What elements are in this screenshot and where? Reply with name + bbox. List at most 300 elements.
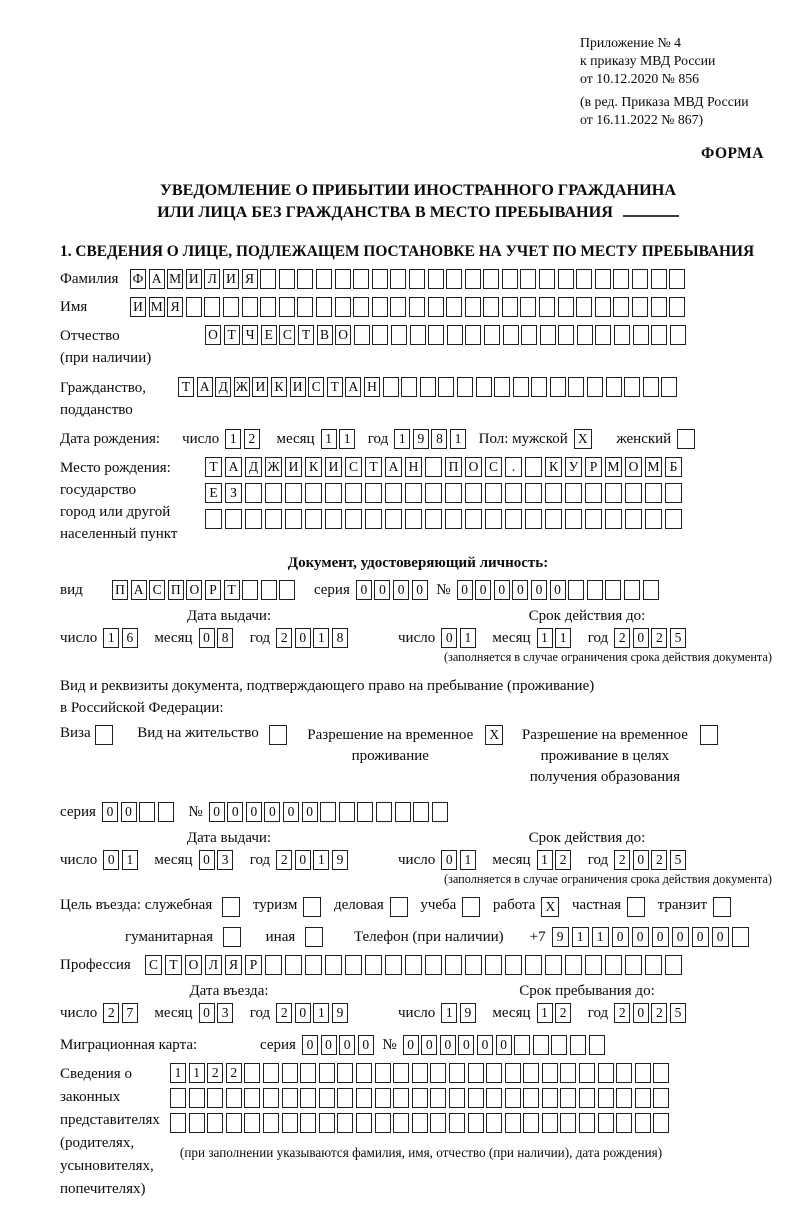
form-cell[interactable]: [545, 483, 562, 503]
form-cell[interactable]: 0: [199, 628, 215, 648]
form-cell[interactable]: [325, 509, 342, 529]
form-cell[interactable]: [605, 955, 622, 975]
form-cell[interactable]: О: [205, 325, 221, 345]
form-cell[interactable]: [95, 725, 113, 745]
form-cell[interactable]: [525, 955, 542, 975]
form-cell[interactable]: 7: [122, 1003, 138, 1023]
form-cell[interactable]: Н: [364, 377, 380, 397]
form-cell[interactable]: 0: [633, 1003, 649, 1023]
form-cell[interactable]: [354, 325, 370, 345]
form-cell[interactable]: [430, 1113, 446, 1133]
form-cell[interactable]: [445, 955, 462, 975]
form-cell[interactable]: [579, 1063, 595, 1083]
form-cell[interactable]: К: [271, 377, 287, 397]
form-cell[interactable]: [585, 955, 602, 975]
form-cell[interactable]: [376, 802, 392, 822]
form-cell[interactable]: У: [565, 457, 582, 477]
form-cell[interactable]: [633, 325, 649, 345]
form-cell[interactable]: М: [167, 269, 183, 289]
form-cell[interactable]: [365, 483, 382, 503]
form-cell[interactable]: Б: [665, 457, 682, 477]
form-cell[interactable]: [651, 325, 667, 345]
form-cell[interactable]: [263, 1063, 279, 1083]
form-cell[interactable]: .: [505, 457, 522, 477]
form-cell[interactable]: И: [130, 297, 146, 317]
form-cell[interactable]: [393, 1113, 409, 1133]
form-cell[interactable]: [465, 325, 481, 345]
form-cell[interactable]: [587, 377, 603, 397]
form-cell[interactable]: 2: [103, 1003, 119, 1023]
form-cell[interactable]: [337, 1063, 353, 1083]
form-cell[interactable]: [595, 325, 611, 345]
form-cell[interactable]: 0: [209, 802, 225, 822]
form-cell[interactable]: И: [325, 457, 342, 477]
form-cell[interactable]: [158, 802, 174, 822]
form-cell[interactable]: [457, 377, 473, 397]
form-cell[interactable]: [635, 1088, 651, 1108]
form-cell[interactable]: [632, 297, 648, 317]
form-cell[interactable]: 0: [412, 580, 428, 600]
form-cell[interactable]: [207, 1113, 223, 1133]
form-cell[interactable]: [542, 1063, 558, 1083]
form-cell[interactable]: [606, 377, 622, 397]
form-cell[interactable]: [665, 509, 682, 529]
form-cell[interactable]: 0: [496, 1035, 512, 1055]
form-cell[interactable]: 3: [217, 850, 233, 870]
form-cell[interactable]: [627, 897, 645, 917]
form-cell[interactable]: 0: [199, 850, 215, 870]
form-cell[interactable]: [462, 897, 480, 917]
form-cell[interactable]: [242, 580, 258, 600]
form-cell[interactable]: И: [285, 457, 302, 477]
form-cell[interactable]: Т: [178, 377, 194, 397]
form-cell[interactable]: [226, 1113, 242, 1133]
form-cell[interactable]: [285, 509, 302, 529]
form-cell[interactable]: 0: [457, 580, 473, 600]
form-cell[interactable]: 0: [494, 580, 510, 600]
form-cell[interactable]: [375, 1113, 391, 1133]
form-cell[interactable]: [533, 1035, 549, 1055]
form-cell[interactable]: [300, 1063, 316, 1083]
form-cell[interactable]: 0: [302, 802, 318, 822]
form-cell[interactable]: Е: [205, 483, 222, 503]
form-cell[interactable]: [205, 509, 222, 529]
form-cell[interactable]: [405, 509, 422, 529]
form-cell[interactable]: 0: [441, 850, 457, 870]
form-cell[interactable]: Д: [215, 377, 231, 397]
form-cell[interactable]: [713, 897, 731, 917]
form-cell[interactable]: [635, 1063, 651, 1083]
form-cell[interactable]: [449, 1063, 465, 1083]
form-cell[interactable]: 0: [246, 802, 262, 822]
form-cell[interactable]: [465, 483, 482, 503]
form-cell[interactable]: [568, 377, 584, 397]
form-cell[interactable]: [365, 955, 382, 975]
form-cell[interactable]: 0: [475, 580, 491, 600]
form-cell[interactable]: [395, 802, 411, 822]
form-cell[interactable]: [700, 725, 718, 745]
form-cell[interactable]: [505, 509, 522, 529]
form-cell[interactable]: [653, 1063, 669, 1083]
form-cell[interactable]: [502, 297, 518, 317]
form-cell[interactable]: 1: [460, 850, 476, 870]
form-cell[interactable]: [568, 580, 584, 600]
form-cell[interactable]: 0: [295, 628, 311, 648]
form-cell[interactable]: [613, 269, 629, 289]
form-cell[interactable]: [303, 897, 321, 917]
form-cell[interactable]: [503, 325, 519, 345]
form-cell[interactable]: С: [485, 457, 502, 477]
form-cell[interactable]: [245, 509, 262, 529]
form-cell[interactable]: [186, 297, 202, 317]
form-cell[interactable]: [260, 269, 276, 289]
form-cell[interactable]: [316, 269, 332, 289]
form-cell[interactable]: П: [445, 457, 462, 477]
form-cell[interactable]: Т: [298, 325, 314, 345]
form-cell[interactable]: А: [345, 377, 361, 397]
form-cell[interactable]: [356, 1063, 372, 1083]
form-cell[interactable]: 1: [460, 628, 476, 648]
form-cell[interactable]: О: [186, 580, 202, 600]
form-cell[interactable]: 2: [651, 1003, 667, 1023]
form-cell[interactable]: [465, 297, 481, 317]
form-cell[interactable]: 2: [244, 429, 260, 449]
form-cell[interactable]: О: [625, 457, 642, 477]
form-cell[interactable]: 2: [555, 1003, 571, 1023]
form-cell[interactable]: 2: [555, 850, 571, 870]
form-cell[interactable]: [502, 269, 518, 289]
form-cell[interactable]: 2: [614, 1003, 630, 1023]
form-cell[interactable]: 0: [632, 927, 649, 947]
form-cell[interactable]: 0: [440, 1035, 456, 1055]
form-cell[interactable]: В: [317, 325, 333, 345]
form-cell[interactable]: [485, 509, 502, 529]
form-cell[interactable]: [520, 269, 536, 289]
form-cell[interactable]: [244, 1113, 260, 1133]
form-cell[interactable]: Т: [224, 580, 240, 600]
form-cell[interactable]: [521, 325, 537, 345]
form-cell[interactable]: [375, 1088, 391, 1108]
form-cell[interactable]: [430, 1063, 446, 1083]
form-cell[interactable]: [222, 897, 240, 917]
form-cell[interactable]: О: [185, 955, 202, 975]
form-cell[interactable]: 1: [572, 927, 589, 947]
form-cell[interactable]: [265, 483, 282, 503]
form-cell[interactable]: [576, 269, 592, 289]
form-cell[interactable]: [565, 955, 582, 975]
form-cell[interactable]: 0: [102, 802, 118, 822]
form-cell[interactable]: Н: [405, 457, 422, 477]
form-cell[interactable]: [207, 1088, 223, 1108]
form-cell[interactable]: [244, 1088, 260, 1108]
form-cell[interactable]: [595, 269, 611, 289]
form-cell[interactable]: 8: [431, 429, 447, 449]
form-cell[interactable]: [319, 1063, 335, 1083]
form-cell[interactable]: [425, 457, 442, 477]
form-cell[interactable]: [525, 457, 542, 477]
form-cell[interactable]: [409, 269, 425, 289]
form-cell[interactable]: [357, 802, 373, 822]
form-cell[interactable]: 0: [283, 802, 299, 822]
form-cell[interactable]: [625, 509, 642, 529]
form-cell[interactable]: [225, 509, 242, 529]
form-cell[interactable]: [625, 955, 642, 975]
form-cell[interactable]: Я: [242, 269, 258, 289]
form-cell[interactable]: [372, 269, 388, 289]
form-cell[interactable]: 3: [217, 1003, 233, 1023]
form-cell[interactable]: [305, 955, 322, 975]
form-cell[interactable]: [449, 1113, 465, 1133]
form-cell[interactable]: [170, 1088, 186, 1108]
form-cell[interactable]: И: [252, 377, 268, 397]
form-cell[interactable]: [520, 297, 536, 317]
form-cell[interactable]: [595, 297, 611, 317]
form-cell[interactable]: 0: [672, 927, 689, 947]
form-cell[interactable]: Р: [245, 955, 262, 975]
form-cell[interactable]: 0: [512, 580, 528, 600]
form-cell[interactable]: [558, 325, 574, 345]
form-cell[interactable]: 0: [103, 850, 119, 870]
form-cell[interactable]: [505, 1088, 521, 1108]
form-cell[interactable]: 1: [313, 1003, 329, 1023]
form-cell[interactable]: [365, 509, 382, 529]
form-cell[interactable]: [390, 297, 406, 317]
form-cell[interactable]: [665, 955, 682, 975]
form-cell[interactable]: [613, 297, 629, 317]
form-cell[interactable]: [598, 1088, 614, 1108]
form-cell[interactable]: [651, 269, 667, 289]
form-cell[interactable]: [383, 377, 399, 397]
form-cell[interactable]: 5: [670, 628, 686, 648]
form-cell[interactable]: 8: [332, 628, 348, 648]
form-cell[interactable]: [589, 1035, 605, 1055]
form-cell[interactable]: [353, 297, 369, 317]
form-cell[interactable]: [643, 377, 659, 397]
form-cell[interactable]: 1: [225, 429, 241, 449]
form-cell[interactable]: И: [290, 377, 306, 397]
form-cell[interactable]: [319, 1088, 335, 1108]
form-cell[interactable]: Т: [205, 457, 222, 477]
form-cell[interactable]: [523, 1113, 539, 1133]
form-cell[interactable]: 0: [477, 1035, 493, 1055]
form-cell[interactable]: З: [225, 483, 242, 503]
form-cell[interactable]: [539, 269, 555, 289]
form-cell[interactable]: Т: [165, 955, 182, 975]
form-cell[interactable]: [319, 1113, 335, 1133]
form-cell[interactable]: [189, 1113, 205, 1133]
form-cell[interactable]: Д: [245, 457, 262, 477]
form-cell[interactable]: 1: [555, 628, 571, 648]
form-cell[interactable]: [632, 269, 648, 289]
form-cell[interactable]: [605, 483, 622, 503]
form-cell[interactable]: [339, 802, 355, 822]
form-cell[interactable]: [539, 297, 555, 317]
form-cell[interactable]: [316, 297, 332, 317]
form-cell[interactable]: 0: [302, 1035, 318, 1055]
form-cell[interactable]: [410, 325, 426, 345]
form-cell[interactable]: [279, 580, 295, 600]
form-cell[interactable]: [645, 509, 662, 529]
form-cell[interactable]: 1: [537, 850, 553, 870]
form-cell[interactable]: [545, 955, 562, 975]
form-cell[interactable]: [570, 1035, 586, 1055]
form-cell[interactable]: [345, 483, 362, 503]
form-cell[interactable]: [385, 483, 402, 503]
form-cell[interactable]: [486, 1113, 502, 1133]
form-cell[interactable]: [405, 955, 422, 975]
form-cell[interactable]: [540, 325, 556, 345]
form-cell[interactable]: [616, 1088, 632, 1108]
form-cell[interactable]: 2: [207, 1063, 223, 1083]
form-cell[interactable]: [643, 580, 659, 600]
form-cell[interactable]: А: [131, 580, 147, 600]
form-cell[interactable]: 1: [170, 1063, 186, 1083]
form-cell[interactable]: Р: [205, 580, 221, 600]
form-cell[interactable]: [393, 1088, 409, 1108]
form-cell[interactable]: 1: [321, 429, 337, 449]
form-cell[interactable]: [558, 269, 574, 289]
form-cell[interactable]: 0: [321, 1035, 337, 1055]
form-cell[interactable]: [372, 297, 388, 317]
form-cell[interactable]: [653, 1113, 669, 1133]
form-cell[interactable]: [325, 955, 342, 975]
form-cell[interactable]: П: [168, 580, 184, 600]
form-cell[interactable]: 1: [592, 927, 609, 947]
form-cell[interactable]: С: [345, 457, 362, 477]
form-cell[interactable]: [244, 1063, 260, 1083]
form-cell[interactable]: 0: [121, 802, 137, 822]
form-cell[interactable]: 2: [276, 1003, 292, 1023]
form-cell[interactable]: 0: [339, 1035, 355, 1055]
form-cell[interactable]: [425, 483, 442, 503]
form-cell[interactable]: К: [305, 457, 322, 477]
form-cell[interactable]: [579, 1088, 595, 1108]
form-cell[interactable]: [653, 1088, 669, 1108]
form-cell[interactable]: 0: [633, 850, 649, 870]
form-cell[interactable]: [635, 1113, 651, 1133]
form-cell[interactable]: 2: [651, 628, 667, 648]
form-cell[interactable]: [170, 1113, 186, 1133]
form-cell[interactable]: С: [308, 377, 324, 397]
form-cell[interactable]: 9: [332, 1003, 348, 1023]
form-cell[interactable]: [665, 483, 682, 503]
form-cell[interactable]: 8: [217, 628, 233, 648]
form-cell[interactable]: [425, 509, 442, 529]
form-cell[interactable]: 9: [552, 927, 569, 947]
form-cell[interactable]: [616, 1113, 632, 1133]
form-cell[interactable]: А: [385, 457, 402, 477]
form-cell[interactable]: [558, 297, 574, 317]
form-cell[interactable]: [531, 377, 547, 397]
form-cell[interactable]: 1: [313, 628, 329, 648]
form-cell[interactable]: [551, 1035, 567, 1055]
form-cell[interactable]: Т: [327, 377, 343, 397]
form-cell[interactable]: [305, 509, 322, 529]
form-cell[interactable]: [494, 377, 510, 397]
form-cell[interactable]: 0: [374, 580, 390, 600]
form-cell[interactable]: 0: [295, 1003, 311, 1023]
form-cell[interactable]: [565, 483, 582, 503]
form-cell[interactable]: [545, 509, 562, 529]
form-cell[interactable]: [263, 1088, 279, 1108]
form-cell[interactable]: [614, 325, 630, 345]
form-cell[interactable]: [401, 377, 417, 397]
form-cell[interactable]: [624, 377, 640, 397]
form-cell[interactable]: [412, 1088, 428, 1108]
form-cell[interactable]: [579, 1113, 595, 1133]
form-cell[interactable]: 0: [264, 802, 280, 822]
form-cell[interactable]: [468, 1113, 484, 1133]
form-cell[interactable]: [670, 325, 686, 345]
form-cell[interactable]: [445, 483, 462, 503]
form-cell[interactable]: 6: [122, 628, 138, 648]
form-cell[interactable]: 2: [651, 850, 667, 870]
form-cell[interactable]: [445, 509, 462, 529]
form-cell[interactable]: М: [605, 457, 622, 477]
form-cell[interactable]: [486, 1063, 502, 1083]
form-cell[interactable]: [261, 580, 277, 600]
form-cell[interactable]: [337, 1088, 353, 1108]
form-cell[interactable]: [542, 1088, 558, 1108]
form-cell[interactable]: [226, 1088, 242, 1108]
form-cell[interactable]: 1: [537, 1003, 553, 1023]
form-cell[interactable]: [282, 1113, 298, 1133]
form-cell[interactable]: [505, 1113, 521, 1133]
form-cell[interactable]: [542, 1113, 558, 1133]
form-cell[interactable]: [485, 955, 502, 975]
form-cell[interactable]: [732, 927, 749, 947]
form-cell[interactable]: [605, 580, 621, 600]
form-cell[interactable]: М: [645, 457, 662, 477]
form-cell[interactable]: 0: [458, 1035, 474, 1055]
form-cell[interactable]: 0: [712, 927, 729, 947]
form-cell[interactable]: [285, 955, 302, 975]
form-cell[interactable]: С: [145, 955, 162, 975]
form-cell[interactable]: 1: [189, 1063, 205, 1083]
form-cell[interactable]: [438, 377, 454, 397]
form-cell[interactable]: [345, 955, 362, 975]
form-cell[interactable]: [265, 509, 282, 529]
form-cell[interactable]: [669, 297, 685, 317]
form-cell[interactable]: [265, 955, 282, 975]
form-cell[interactable]: [335, 297, 351, 317]
form-cell[interactable]: [565, 509, 582, 529]
form-cell[interactable]: [428, 297, 444, 317]
form-cell[interactable]: К: [545, 457, 562, 477]
form-cell[interactable]: [390, 897, 408, 917]
form-cell[interactable]: 0: [295, 850, 311, 870]
form-cell[interactable]: 1: [122, 850, 138, 870]
form-cell[interactable]: [560, 1113, 576, 1133]
form-cell[interactable]: [505, 955, 522, 975]
form-cell[interactable]: [189, 1088, 205, 1108]
form-cell[interactable]: [465, 269, 481, 289]
form-cell[interactable]: [385, 955, 402, 975]
form-cell[interactable]: [320, 802, 336, 822]
form-cell[interactable]: 2: [226, 1063, 242, 1083]
form-cell[interactable]: [337, 1113, 353, 1133]
form-cell[interactable]: X: [574, 429, 592, 449]
form-cell[interactable]: [139, 802, 155, 822]
form-cell[interactable]: [282, 1088, 298, 1108]
form-cell[interactable]: 2: [276, 850, 292, 870]
form-cell[interactable]: 0: [403, 1035, 419, 1055]
form-cell[interactable]: [263, 1113, 279, 1133]
form-cell[interactable]: [598, 1113, 614, 1133]
form-cell[interactable]: 1: [450, 429, 466, 449]
form-cell[interactable]: [260, 297, 276, 317]
form-cell[interactable]: 1: [339, 429, 355, 449]
